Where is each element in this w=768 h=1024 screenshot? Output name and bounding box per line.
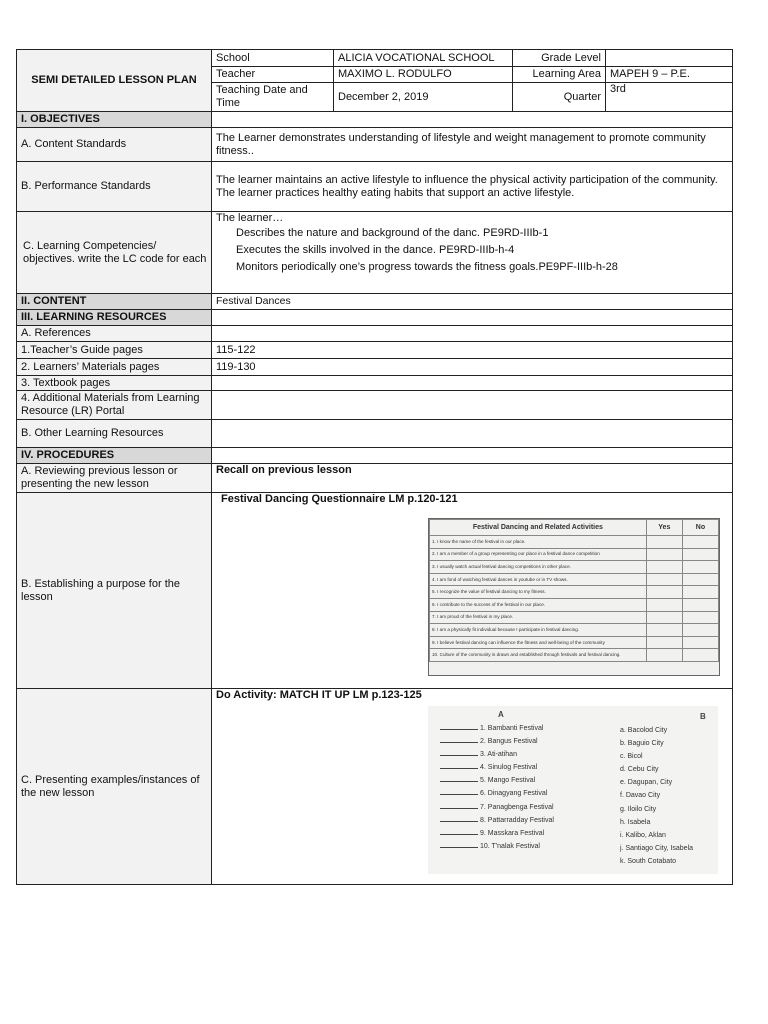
match-a-item-text: 1. Bambanti Festival	[480, 725, 544, 732]
answer-blank	[440, 735, 478, 743]
match-it-up-image	[428, 706, 718, 874]
answer-blank	[440, 840, 478, 848]
questionnaire-row	[430, 586, 719, 599]
school-value: ALICIA VOCATIONAL SCHOOL	[334, 50, 513, 67]
reviewing-value: Recall on previous lesson	[212, 464, 733, 493]
grade-level-value	[606, 50, 733, 67]
resources-heading-blank	[212, 310, 733, 326]
questionnaire-row	[430, 573, 719, 586]
questionnaire-row	[430, 611, 719, 624]
match-a-item-text: 10. T'nalak Festival	[480, 842, 540, 850]
objectives-heading-blank	[212, 112, 733, 128]
questionnaire-no-cell	[682, 561, 718, 574]
match-b-item: h. Isabela	[620, 818, 651, 826]
questionnaire-row	[430, 649, 719, 662]
questionnaire-no-cell	[682, 624, 718, 637]
questionnaire-image	[428, 518, 720, 676]
presenting-label: C. Presenting examples/instances of the new lesson	[17, 689, 212, 885]
questionnaire-yes-cell	[646, 611, 682, 624]
answer-blank	[440, 814, 478, 822]
objectives-heading: I. OBJECTIVES	[17, 112, 212, 128]
questionnaire-yes-cell	[646, 536, 682, 549]
performance-standard-2: The learner practices healthy eating habits that support an active lifestyle.	[216, 186, 575, 199]
questionnaire-no-cell	[682, 636, 718, 649]
learning-competencies-value	[212, 212, 733, 294]
questionnaire-yes-cell	[646, 573, 682, 586]
textbook-pages-label: 3. Textbook pages	[17, 376, 212, 391]
questionnaire-row	[430, 536, 719, 549]
match-a-item-text: 4. Sinulog Festival	[480, 764, 538, 772]
match-b-item: c. Bicol	[620, 753, 643, 761]
questionnaire-yes-cell	[646, 598, 682, 611]
teachers-guide-value: 115-122	[212, 342, 733, 359]
grade-level-label: Grade Level	[513, 50, 606, 67]
questionnaire-item: 8. I am a physically fit individual because I participate in festival dancing.	[430, 624, 647, 637]
content-standards-label: A. Content Standards	[17, 128, 212, 162]
performance-standards-value	[212, 162, 733, 212]
match-b-item: e. Dagupan, City	[620, 779, 673, 787]
teacher-label: Teacher	[212, 67, 334, 83]
school-label: School	[212, 50, 334, 67]
references-blank	[212, 326, 733, 342]
questionnaire-no-cell	[682, 598, 718, 611]
learners-materials-label: 2. Learners’ Materials pages	[17, 359, 212, 376]
questionnaire-item: 4. I am fond of watching festival dances in youtube or in TV shows.	[430, 573, 647, 586]
match-b-item: d. Cebu City	[620, 766, 659, 774]
questionnaire-no-cell	[682, 586, 718, 599]
answer-blank	[440, 827, 478, 835]
procedures-heading: IV. PROCEDURES	[17, 448, 212, 464]
questionnaire-yes-header: Yes	[646, 520, 682, 536]
questionnaire-no-cell	[682, 649, 718, 662]
match-a-item	[440, 840, 554, 853]
match-b-item: a. Bacolod City	[620, 727, 668, 734]
questionnaire-no-cell	[682, 611, 718, 624]
textbook-pages-blank	[212, 376, 733, 391]
questionnaire-row	[430, 548, 719, 561]
questionnaire-yes-cell	[646, 649, 682, 662]
presenting-value: Do Activity: MATCH IT UP LM p.123-125	[212, 689, 733, 885]
document-title: SEMI DETAILED LESSON PLAN	[17, 50, 212, 112]
competency-3: Monitors periodically one’s progress towards the fitness goals.PE9PF-IIIb-h-28	[236, 261, 618, 273]
learners-materials-value: 119-130	[212, 359, 733, 376]
match-a-item-text: 9. Masskara Festival	[480, 829, 545, 837]
other-resources-label: B. Other Learning Resources	[17, 420, 212, 448]
match-a-item-text: 6. Dinagyang Festival	[480, 790, 548, 798]
references-label: A. References	[17, 326, 212, 342]
competency-1: Describes the nature and background of the danc. PE9RD-IIIb-1	[236, 227, 549, 239]
learning-competencies-label: C. Learning Competencies/ objectives. write the LC code for each	[17, 212, 212, 294]
additional-materials-label: 4. Additional Materials from Learning Resource (LR) Portal	[17, 391, 212, 420]
questionnaire-yes-cell	[646, 586, 682, 599]
learning-area-value: MAPEH 9 – P.E.	[606, 67, 733, 83]
match-a-item	[440, 722, 554, 735]
answer-blank	[440, 787, 478, 795]
match-column-a-header: A	[498, 710, 504, 719]
answer-blank	[440, 761, 478, 769]
match-b-item: b. Baguio City	[620, 740, 664, 748]
questionnaire-no-cell	[682, 548, 718, 561]
answer-blank	[440, 722, 478, 730]
questionnaire-item: 1. I know the name of the festival in our place.	[430, 536, 647, 549]
match-a-item	[440, 787, 554, 800]
match-column-b-header: B	[700, 712, 706, 721]
teacher-value: MAXIMO L. RODULFO	[334, 67, 513, 83]
teaching-date-value: December 2, 2019	[334, 83, 513, 112]
match-a-item	[440, 748, 554, 761]
match-b-item: j. Santiago City, Isabela	[620, 844, 694, 852]
quarter-value: 3rd	[606, 83, 733, 112]
match-a-item	[440, 814, 554, 827]
match-a-item-text: 2. Bangus Festival	[480, 738, 538, 746]
procedures-heading-blank	[212, 448, 733, 464]
match-column-b	[620, 724, 693, 868]
match-a-item	[440, 827, 554, 840]
questionnaire-no-cell	[682, 573, 718, 586]
additional-materials-blank	[212, 391, 733, 420]
quarter-label: Quarter	[513, 83, 606, 112]
other-resources-blank	[212, 420, 733, 448]
match-a-item-text: 8. Pattarradday Festival	[480, 816, 554, 824]
match-b-item: k. South Cotabato	[620, 857, 677, 865]
reviewing-label: A. Reviewing previous lesson or presenting the new lesson	[17, 464, 212, 493]
questionnaire-item: 5. I recognize the value of festival dancing to my fitness.	[430, 586, 647, 599]
questionnaire-row	[430, 636, 719, 649]
questionnaire-item: 7. I am proud of the festival in my place.	[430, 611, 647, 624]
answer-blank	[440, 774, 478, 782]
match-a-item	[440, 761, 554, 774]
answer-blank	[440, 748, 478, 756]
content-value: Festival Dances	[212, 294, 733, 310]
content-heading: II. CONTENT	[17, 294, 212, 310]
questionnaire-item: 6. I contribute to the success of the festival in our place.	[430, 598, 647, 611]
content-standards-value: The Learner demonstrates understanding of lifestyle and weight management to promote community fitness..	[212, 128, 733, 162]
teachers-guide-label: 1.Teacher’s Guide pages	[17, 342, 212, 359]
match-b-item: f. Davao City	[620, 792, 661, 800]
questionnaire-item: 3. I usually watch actual festival dancing competitions in other place.	[430, 561, 647, 574]
competencies-intro: The learner…	[216, 212, 284, 224]
match-b-item: i. Kalibo, Aklan	[620, 831, 666, 839]
match-a-item-text: 3. Ati-atihan	[480, 751, 517, 759]
questionnaire-title: Festival Dancing and Related Activities	[430, 520, 647, 536]
purpose-value: Festival Dancing Questionnaire LM p.120-121	[212, 493, 733, 689]
questionnaire-row	[430, 561, 719, 574]
teaching-date-label: Teaching Date and Time	[212, 83, 334, 112]
match-a-item	[440, 774, 554, 787]
match-a-item	[440, 801, 554, 814]
questionnaire-yes-cell	[646, 636, 682, 649]
questionnaire-no-header: No	[682, 520, 718, 536]
questionnaire-yes-cell	[646, 561, 682, 574]
match-a-item-text: 5. Mango Festival	[480, 777, 536, 785]
match-a-item-text: 7. Panagbenga Festival	[480, 803, 554, 811]
match-column-a	[440, 722, 554, 853]
match-b-item: g. Iloilo City	[620, 805, 657, 813]
purpose-label: B. Establishing a purpose for the lesson	[17, 493, 212, 689]
learning-area-label: Learning Area	[513, 67, 606, 83]
competency-2: Executes the skills involved in the dance. PE9RD-IIIb-h-4	[236, 244, 515, 256]
performance-standard-1: The learner maintains an active lifestyle to influence the physical activity participation of the community.	[216, 173, 718, 186]
questionnaire-yes-cell	[646, 548, 682, 561]
questionnaire-item: 10. Culture of the community is drawn and established through festivals and festival dancing.	[430, 649, 647, 662]
questionnaire-yes-cell	[646, 624, 682, 637]
questionnaire-table	[429, 519, 719, 662]
questionnaire-item: 2. I am a member of a group representing our place in a festival dance competition	[430, 548, 647, 561]
learning-resources-heading: III. LEARNING RESOURCES	[17, 310, 212, 326]
questionnaire-no-cell	[682, 536, 718, 549]
questionnaire-item: 9. I believe festival dancing can influence the fitness and well-being of the community	[430, 636, 647, 649]
questionnaire-row	[430, 624, 719, 637]
match-a-item	[440, 735, 554, 748]
questionnaire-row	[430, 598, 719, 611]
performance-standards-label: B. Performance Standards	[17, 162, 212, 212]
answer-blank	[440, 801, 478, 809]
